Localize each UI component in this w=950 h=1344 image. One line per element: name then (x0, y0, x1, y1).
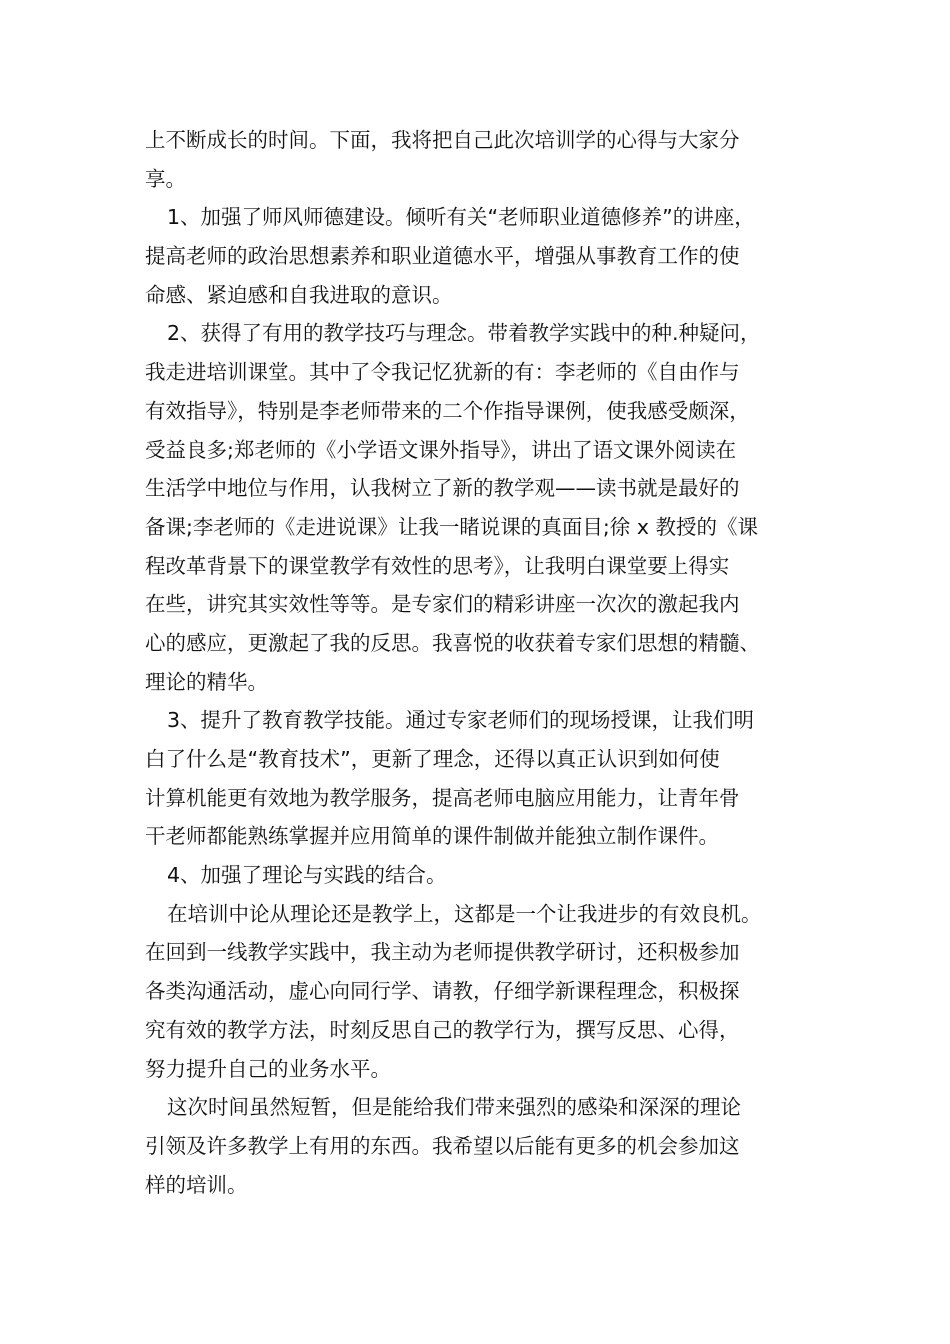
text-line: 受益良多;郑老师的《小学语文课外指导》，讲出了语文课外阅读在 (145, 437, 737, 462)
text-line: 在回到一线教学实践中，我主动为老师提供教学研讨，还积极参加 (145, 940, 740, 965)
text-line: 4、加强了理论与实践的结合。 (167, 863, 447, 888)
text-line: 享。 (145, 166, 186, 191)
paragraph-conclusion (145, 1088, 835, 1204)
text-line: 白了什么是“教育技术”，更新了理念，还得以真正认识到如何使 (145, 747, 720, 771)
text-line: 这次时间虽然短暂，但是能给我们带来强烈的感染和深深的理论 (167, 1095, 741, 1120)
paragraph-reflection (145, 895, 835, 1088)
text-line: 各类沟通活动，虚心向同行学、请教，仔细学新课程理念，积极探 (145, 979, 740, 1004)
text-line: 引领及许多教学上有用的东西。我希望以后能有更多的机会参加这 (145, 1133, 740, 1158)
text-line: 计算机能更有效地为教学服务，提高老师电脑应用能力，让青年骨 (145, 785, 740, 810)
text-line: 干老师都能熟练掌握并应用简单的课件制做并能独立制作课件。 (145, 824, 719, 849)
text-line: 有效指导》，特别是李老师带来的二个作指导课例，使我感受颇深， (145, 398, 750, 423)
text-line: 理论的精华。 (145, 669, 268, 694)
document-body (145, 121, 835, 1204)
text-line: 2、获得了有用的教学技巧与理念。带着教学实践中的种.种疑问， (167, 321, 761, 346)
paragraph-intro (145, 121, 835, 198)
text-line: 在些，讲究其实效性等等。是专家们的精彩讲座一次次的激起我内 (145, 592, 740, 617)
text-line: 心的感应，更激起了我的反思。我喜悦的收获着专家们思想的精髓、 (145, 630, 760, 655)
paragraph-point-2 (145, 314, 835, 701)
paragraph-point-3 (145, 701, 835, 856)
text-line: 努力提升自己的业务水平。 (145, 1056, 391, 1081)
text-line: 提高老师的政治思想素养和职业道德水平，增强从事教育工作的使 (145, 244, 740, 269)
text-line: 3、提升了教育教学技能。通过专家老师们的现场授课，让我们明 (167, 708, 755, 733)
paragraph-point-1 (145, 198, 835, 314)
text-line: 上不断成长的时间。下面，我将把自己此次培训学的心得与大家分 (145, 128, 740, 152)
text-line: 在培训中论从理论还是教学上，这都是一个让我进步的有效良机。 (167, 901, 762, 926)
text-line: 样的培训。 (145, 1172, 248, 1197)
text-line: 究有效的教学方法，时刻反思自己的教学行为，撰写反思、心得， (145, 1017, 740, 1042)
text-line: 备课;李老师的《走进说课》让我一睹说课的真面目;徐 x 教授的《课 (145, 514, 758, 539)
text-line: 1、加强了师风师德建设。倾听有关“老师职业道德修养”的讲座， (167, 205, 755, 230)
text-line: 命感、紧迫感和自我进取的意识。 (145, 282, 453, 307)
paragraph-point-4 (145, 856, 835, 895)
text-line: 生活学中地位与作用，认我树立了新的教学观——读书就是最好的 (145, 476, 740, 501)
text-line: 我走进培训课堂。其中了令我记忆犹新的有：李老师的《自由作与 (145, 360, 740, 385)
text-line: 程改革背景下的课堂教学有效性的思考》，让我明白课堂要上得实 (145, 553, 730, 578)
